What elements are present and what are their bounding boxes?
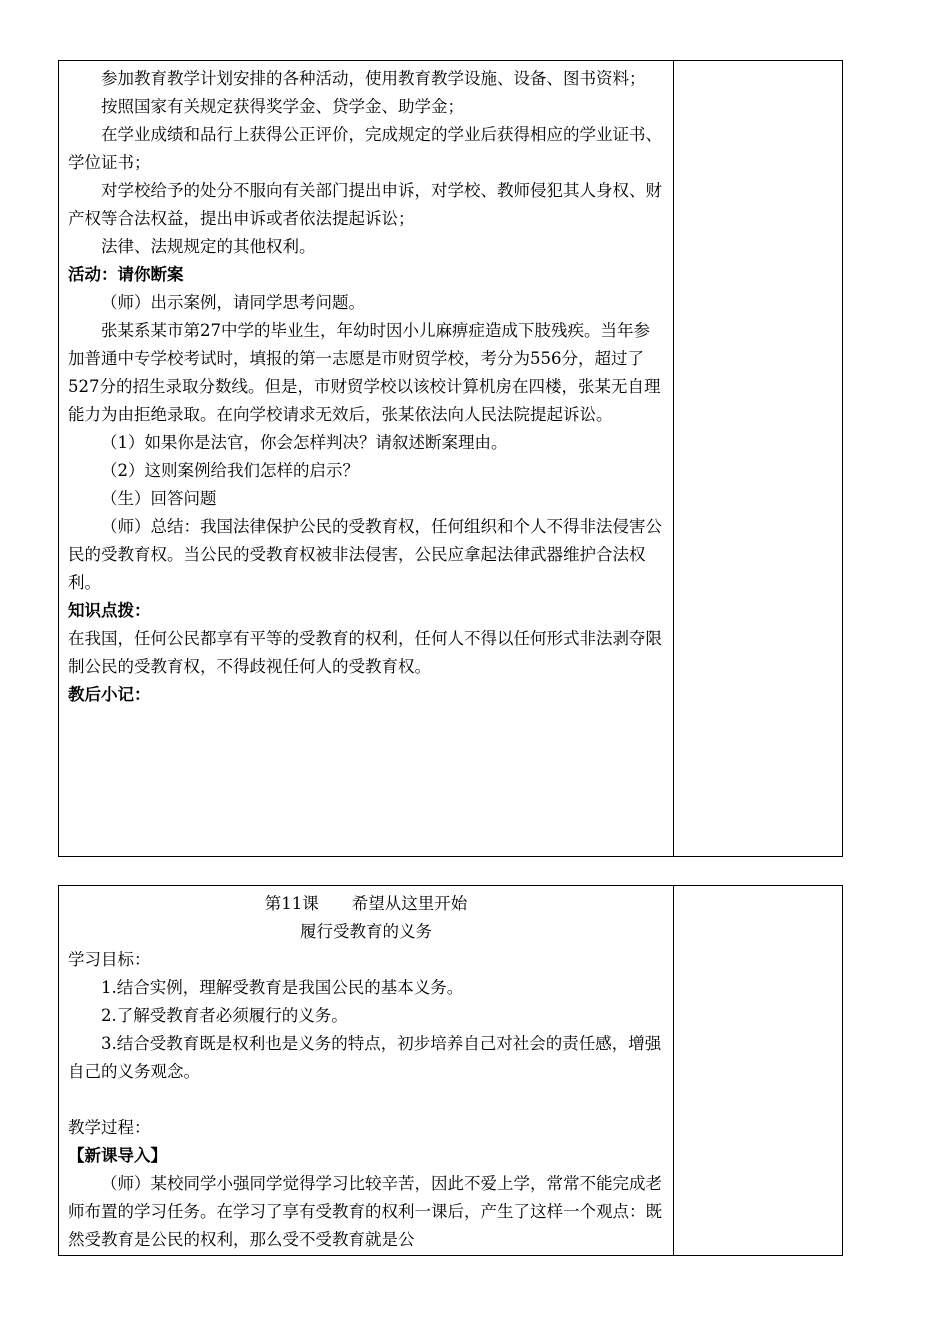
rights-paragraph: 按照国家有关规定获得奖学金、贷学金、助学金； [101, 97, 464, 116]
notes-heading: 教后小记： [68, 685, 151, 704]
content-cell [59, 886, 674, 1255]
rights-paragraph: 对学校给予的处分不服向有关部门提出申诉，对学校、教师侵犯其人身权、财产权等合法权益，提出申诉或者依法提起诉讼； [68, 181, 662, 228]
question-2: （2）这则案例给我们怎样的启示？ [101, 461, 359, 480]
content-text [68, 890, 664, 1254]
lesson-title: 第11课 希望从这里开始 [264, 894, 468, 913]
spacer [68, 1086, 664, 1114]
lesson-table-1 [58, 60, 843, 857]
student-answer: （生）回答问题 [101, 489, 217, 508]
rights-paragraph: 在学业成绩和品行上获得公正评价，完成规定的学业后获得相应的学业证书、学位证书； [68, 125, 662, 172]
content-text [68, 65, 664, 709]
goal-item: 3.结合受教育既是权利也是义务的特点，初步培养自己对社会的责任感，增强自己的义务观念。 [68, 1034, 662, 1081]
goals-heading: 学习目标： [68, 950, 151, 969]
content-cell [59, 61, 674, 856]
knowledge-text: 在我国，任何公民都享有平等的受教育的权利，任何人不得以任何形式非法剥夺限制公民的受教育权，不得歧视任何人的受教育权。 [68, 629, 662, 676]
activity-intro: （师）出示案例，请同学思考问题。 [101, 293, 365, 312]
notes-cell [674, 886, 842, 1255]
teacher-summary: （师）总结：我国法律保护公民的受教育权，任何组织和个人不得非法侵害公民的受教育权。当公民的受教育权被非法侵害，公民应拿起法律武器维护合法权利。 [68, 517, 662, 592]
lesson-table-2 [58, 885, 843, 1256]
knowledge-heading: 知识点拨： [68, 601, 151, 620]
lesson-subtitle: 履行受教育的义务 [300, 922, 432, 941]
goal-item: 2.了解受教育者必须履行的义务。 [101, 1006, 348, 1025]
intro-text: （师）某校同学小强同学觉得学习比较辛苦，因此不爱上学，常常不能完成老师布置的学习任务。在学习了享有受教育的权利一课后，产生了这样一个观点：既然受教育是公民的权利，那么受不受教育就是公 [68, 1174, 662, 1249]
process-heading: 教学过程： [68, 1118, 151, 1137]
intro-heading: 【新课导入】 [68, 1146, 167, 1165]
notes-cell [674, 61, 842, 856]
activity-heading: 活动：请你断案 [68, 265, 184, 284]
rights-paragraph: 法律、法规规定的其他权利。 [101, 237, 316, 256]
rights-paragraph: 参加教育教学计划安排的各种活动，使用教育教学设施、设备、图书资料； [101, 69, 646, 88]
goal-item: 1.结合实例，理解受教育是我国公民的基本义务。 [101, 978, 464, 997]
case-text: 张某系某市第27中学的毕业生，年幼时因小儿麻痹症造成下肢残疾。当年参加普通中专学校考试时，填报的第一志愿是市财贸学校，考分为556分，超过了527分的招生录取分数线。但是，市财贸学校以该校计算机房在四楼，张某无自理能力为由拒绝录取。在向学校请求无效后，张某依法向人民法院提起诉讼。 [68, 321, 661, 424]
question-1: （1）如果你是法官，你会怎样判决？请叙述断案理由。 [101, 433, 508, 452]
